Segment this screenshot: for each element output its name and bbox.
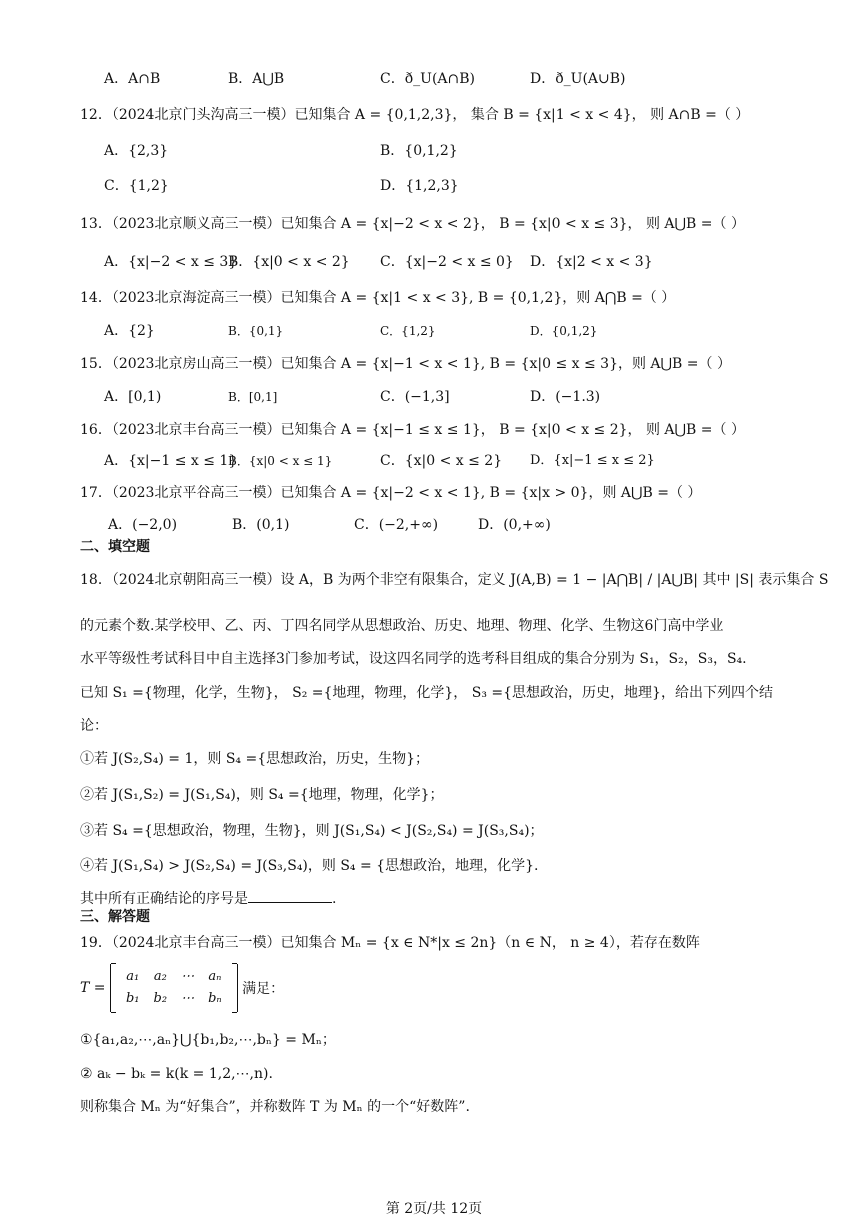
matrix-cell: ⋯ bbox=[181, 991, 195, 1006]
matrix-cell: a₂ bbox=[153, 969, 167, 984]
option-d: D．(−1.3) bbox=[530, 389, 601, 405]
option-a: A．A∩B bbox=[104, 71, 161, 87]
q18-line-3: 水平等级性考试科目中自主选择3门参加考试，设这四名同学的选考科目组成的集合分别为 S₁，S₂，S₃，S₄. bbox=[80, 651, 747, 667]
option-c: B．{0,1,2} bbox=[380, 143, 458, 159]
q17-options bbox=[104, 514, 804, 536]
option-d: D．(0,+∞) bbox=[478, 517, 551, 533]
q18-line-2: 的元素个数.某学校甲、乙、丙、丁四名同学从思想政治、历史、地理、物理、化学、生物这6门高中学业 bbox=[80, 618, 724, 634]
option-b: C．{1,2} bbox=[104, 178, 169, 194]
q18-line-4: 已知 S₁ ={物理，化学，生物}， S₂ ={地理，物理，化学}， S₃ ={思想政治，历史，地理}，给出下列四个结 bbox=[80, 685, 773, 701]
q17-stem: 17．（2023北京平谷高三一模）已知集合 A = {x|−2 < x < 1}, B = {x|x > 0}，则 A⋃B =（ ） bbox=[80, 485, 702, 501]
q15-stem: 15．（2023北京房山高三一模）已知集合 A = {x|−1 < x < 1}, B = {x|0 ≤ x ≤ 3}，则 A⋃B =（ ） bbox=[80, 356, 731, 372]
matrix-rhs: 满足： bbox=[242, 981, 285, 997]
option-c: C．{x|0 < x ≤ 2} bbox=[380, 453, 503, 469]
q18-answer-period: . bbox=[332, 891, 337, 907]
q18-line-5: 论： bbox=[80, 718, 108, 734]
q19-condition-1: ①{a₁,a₂,⋯,aₙ}⋃{b₁,b₂,⋯,bₙ} = Mₙ； bbox=[80, 1032, 336, 1048]
q14-stem: 14．（2023北京海淀高三一模）已知集合 A = {x|1 < x < 3}, B = {0,1,2}，则 A⋂B =（ ） bbox=[80, 290, 676, 306]
matrix-cell: a₁ bbox=[126, 969, 140, 984]
q18-claim-3: ③若 S₄ ={思想政治，物理，生物}，则 J(S₁,S₄) < J(S₂,S₄) = J(S₃,S₄)； bbox=[80, 823, 544, 839]
matrix-cell: b₁ bbox=[125, 991, 140, 1006]
option-d: D．ð_U(A∪B) bbox=[530, 71, 626, 87]
matrix-lhs: T = bbox=[80, 980, 106, 996]
q15-options bbox=[104, 386, 804, 408]
q12-stem: 12．（2024北京门头沟高三一模）已知集合 A = {0,1,2,3}， 集合 B = {x|1 < x < 4}， 则 A∩B =（ ） bbox=[80, 107, 750, 123]
section-heading-fill-in: 二、填空题 bbox=[80, 539, 150, 555]
q18-answer-prompt: 其中所有正确结论的序号是 bbox=[80, 891, 248, 907]
q18-answer-line bbox=[80, 888, 336, 909]
answer-blank bbox=[248, 888, 332, 903]
q13-options bbox=[104, 251, 804, 273]
matrix-cell: ⋯ bbox=[181, 969, 195, 984]
option-c: C．{1,2} bbox=[380, 324, 436, 338]
section-heading-answer: 三、解答题 bbox=[80, 909, 150, 925]
option-a: A．{x|−2 < x ≤ 3} bbox=[104, 254, 238, 270]
option-c: C．(−1,3] bbox=[380, 389, 450, 405]
q19-stem: 19．（2024北京丰台高三一模）已知集合 Mₙ = {x ∈ N*|x ≤ 2n}（n ∈ N， n ≥ 4），若存在数阵 bbox=[80, 935, 700, 951]
option-c: C．{x|−2 < x ≤ 0} bbox=[380, 254, 514, 270]
option-d: D．{0,1,2} bbox=[530, 324, 598, 338]
q11-options bbox=[104, 68, 804, 90]
q19-definition: 则称集合 Mₙ 为“好集合”，并称数阵 T 为 Mₙ 的一个“好数阵”. bbox=[80, 1099, 470, 1115]
option-a: A．{2,3} bbox=[104, 143, 169, 159]
option-d: D．{x|−1 ≤ x ≤ 2} bbox=[530, 453, 655, 468]
q14-options bbox=[104, 320, 804, 342]
option-b: B．{0,1} bbox=[228, 324, 284, 338]
q19-condition-2: ② aₖ − bₖ = k(k = 1,2,⋯,n). bbox=[80, 1066, 273, 1082]
option-b: B．A⋃B bbox=[228, 71, 285, 87]
option-d: D．{x|2 < x < 3} bbox=[530, 254, 653, 270]
q13-stem: 13．（2023北京顺义高三一模）已知集合 A = {x|−2 < x < 2}， B = {x|0 < x ≤ 3}， 则 A⋃B =（ ） bbox=[80, 216, 745, 232]
matrix-cell: b₂ bbox=[153, 991, 168, 1006]
q16-stem: 16．（2023北京丰台高三一模）已知集合 A = {x|−1 ≤ x ≤ 1}， B = {x|0 < x ≤ 2}， 则 A⋃B =（ ） bbox=[80, 422, 745, 438]
option-c: C．ð_U(A∩B) bbox=[380, 71, 475, 87]
option-b: B．{x|0 < x ≤ 1} bbox=[228, 454, 333, 468]
matrix-t bbox=[110, 964, 238, 1012]
matrix-cell: bₙ bbox=[208, 991, 222, 1006]
option-a: A．(−2,0) bbox=[108, 517, 178, 533]
option-a: A．{2} bbox=[104, 323, 155, 339]
option-c: C．(−2,+∞) bbox=[354, 517, 439, 533]
matrix-row-a bbox=[119, 966, 229, 988]
q18-line-1: 18．（2024北京朝阳高三一模）设 A，B 为两个非空有限集合，定义 J(A,B) = 1 − |A⋂B| / |A⋃B| 其中 |S| 表示集合 S bbox=[80, 572, 829, 588]
option-a: A．{x|−1 ≤ x ≤ 1} bbox=[104, 453, 238, 469]
option-a: A．[0,1) bbox=[104, 389, 162, 405]
matrix-cell: aₙ bbox=[208, 969, 222, 984]
option-b: B．{x|0 < x < 2} bbox=[228, 254, 350, 270]
option-d: D．{1,2,3} bbox=[380, 178, 459, 194]
option-b: B．(0,1) bbox=[232, 517, 290, 533]
matrix-row-b bbox=[119, 988, 229, 1010]
q12-options-row2 bbox=[104, 175, 804, 197]
q19-matrix-line bbox=[80, 964, 284, 1022]
option-b: B．[0,1] bbox=[228, 390, 278, 404]
q18-claim-4: ④若 J(S₁,S₄) > J(S₂,S₄) = J(S₃,S₄)，则 S₄ = {思想政治，地理，化学}. bbox=[80, 858, 539, 874]
q16-options bbox=[104, 450, 804, 472]
page-footer: 第 2页/共 12页 bbox=[385, 1201, 483, 1217]
q18-claim-1: ①若 J(S₂,S₄) = 1，则 S₄ ={思想政治，历史，生物}； bbox=[80, 751, 430, 767]
q18-claim-2: ②若 J(S₁,S₂) = J(S₁,S₄)，则 S₄ ={地理，物理，化学}； bbox=[80, 787, 444, 803]
q12-options-row1 bbox=[104, 140, 804, 162]
